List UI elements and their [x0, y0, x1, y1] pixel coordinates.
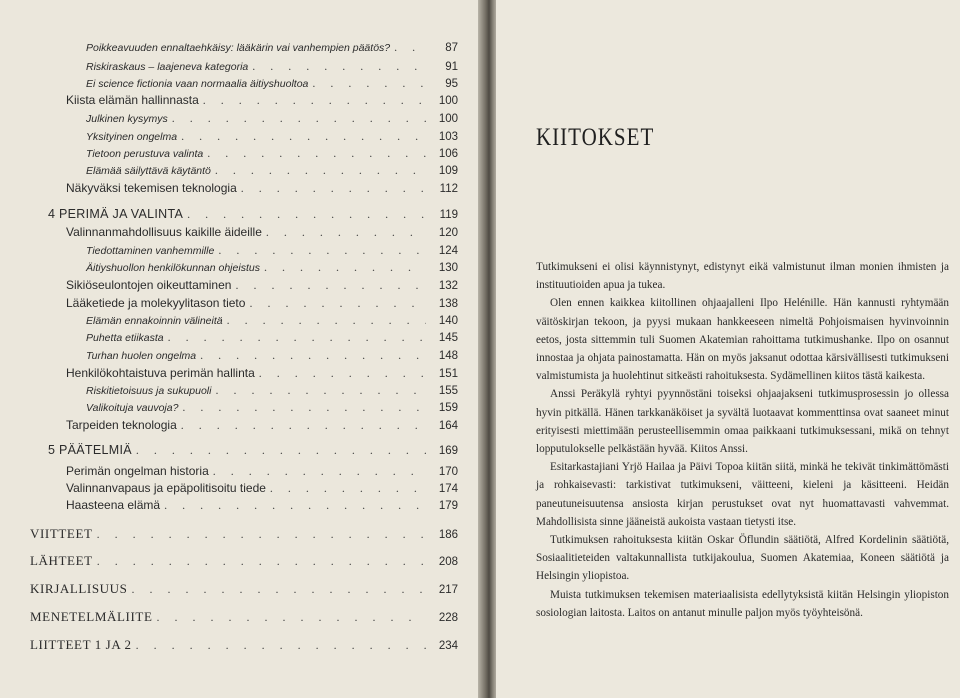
toc-leader-dots — [136, 443, 426, 458]
toc-entry-title: KIRJALLISUUS — [30, 581, 128, 596]
toc-entry-title: MENETELMÄLIITE — [30, 609, 153, 624]
paragraph: Tutkimukseni ei olisi käynnistynyt, edistynyt eikä valmistunut ilman monien ihmisten ja instituutioiden apua ja tukea. — [536, 261, 949, 292]
toc-entry — [48, 207, 458, 222]
toc-entry-title: Kiista elämän hallinnasta — [66, 93, 199, 107]
toc-page-number: 87 — [445, 42, 458, 54]
toc-leader-dots — [215, 383, 426, 398]
toc-leader-dots — [227, 313, 426, 328]
paragraph: Muista tutkimuksen tekemisen materiaalisista edellytyksistä kiitän Helsingin yliopiston sosiologian laitosta. Laitos on antanut minulle paljon myös työyhteisönä. — [536, 588, 949, 619]
toc-leader-dots — [182, 400, 426, 415]
toc-entry — [86, 129, 458, 144]
toc-entry-title: Ei science fictionia vaan normaalia äitiyshuoltoa — [86, 78, 309, 90]
toc-leader-dots — [270, 481, 426, 496]
toc-page-number: 140 — [438, 315, 458, 327]
toc-page-number: 124 — [438, 245, 458, 257]
toc-leader-dots — [213, 464, 426, 479]
toc-entry — [66, 498, 458, 513]
toc-page-number: 208 — [438, 556, 458, 568]
toc-entry-title: 4 PERIMÄ JA VALINTA — [48, 207, 184, 221]
toc-entry-title: Valinnanvapaus ja epäpolitisoitu tiede — [66, 481, 266, 495]
toc-entry — [86, 146, 458, 161]
toc-page-number: 155 — [438, 385, 458, 397]
toc-entry — [86, 348, 458, 363]
toc-entry-title: Yksityinen ongelma — [86, 131, 178, 143]
toc-entry — [30, 609, 458, 625]
toc-entry-title: Valikoituja vauvoja? — [86, 402, 179, 414]
toc-entry-title: Julkinen kysymys — [86, 113, 168, 125]
toc-entry-title: Poikkeavuuden ennaltaehkäisy: lääkärin vai vanhempien päätös? — [86, 42, 391, 54]
toc-page-number: 145 — [438, 332, 458, 344]
toc-leader-dots — [215, 163, 426, 178]
paragraph: Esitarkastajiani Yrjö Hailaa ja Päivi Topoa kiitän siitä, minkä he tekivät tinkimättömästi ja rohkaisevasti: tarkistivat tutkimukseni, väitteeni, kielenі ja käsitteeni. Heidän paneutuneisuutensa ansiosta kirjan perustukset ovat nyt huomattavasti vahvemmat. Mahdollisista sinne jääneistä aukoista vastaan tietysti itse. — [536, 461, 949, 528]
toc-entry-title: Haasteena elämä — [66, 498, 161, 512]
toc-entry — [66, 366, 458, 381]
toc-entry-title: LÄHTEET — [30, 553, 93, 568]
toc-entry — [66, 181, 458, 196]
toc-entry — [86, 163, 458, 178]
toc-leader-dots — [187, 207, 426, 222]
toc-leader-dots — [97, 554, 426, 569]
toc-entry-title: Riskiraskaus – laajeneva kategoria — [86, 61, 249, 73]
toc-entry — [86, 243, 458, 258]
toc-entry-title: Tietoon perustuva valinta — [86, 148, 204, 160]
toc-entry — [86, 313, 458, 328]
toc-leader-dots — [168, 330, 426, 345]
toc-entry-title: VIITTEET — [30, 526, 93, 541]
toc-page-number: 138 — [438, 298, 458, 310]
toc-entry — [30, 637, 458, 653]
toc-leader-dots — [264, 260, 426, 275]
toc-leader-dots — [200, 348, 426, 363]
toc-page-number: 228 — [438, 612, 458, 624]
toc-page-number: 164 — [438, 420, 458, 432]
toc-entry — [30, 581, 458, 597]
toc-entry-title: Sikiöseulontojen oikeuttaminen — [66, 278, 232, 292]
toc-entry — [86, 330, 458, 345]
toc-entry — [86, 59, 458, 74]
toc-entry — [66, 296, 458, 311]
toc-entry — [30, 526, 458, 542]
toc-entry-title: 5 PÄÄTELMIÄ — [48, 443, 132, 457]
toc-page-number: 186 — [438, 529, 458, 541]
toc-entry-title: Äitiyshuollon henkilökunnan ohjeistus — [86, 262, 260, 274]
toc-leader-dots — [394, 40, 426, 55]
toc-entry-title: Tiedottaminen vanhemmille — [86, 245, 215, 257]
toc-page-number: 91 — [445, 61, 458, 73]
toc-entry-title: Lääketiede ja molekyylitason tieto — [66, 296, 246, 310]
toc-page-number: 120 — [438, 227, 458, 239]
toc-leader-dots — [164, 498, 426, 513]
toc-page-number: 174 — [438, 483, 458, 495]
toc-entry — [86, 260, 458, 275]
toc-leader-dots — [249, 296, 426, 311]
toc-entry-title: Näkyväksi tekemisen teknologia — [66, 181, 237, 195]
toc-leader-dots — [252, 59, 426, 74]
paragraph: Anssi Peräkylä ryhtyi pyynnöstäni toiseksi ohjaajakseni tutkimusprosessin jo ollessa hyvin pitkällä. Hänen tarkkanäköiset ja syvältä luotaavat kommenttinsa ovat saaneet minut erityisesti miettimään perusteellisemmin omaa paikkaani tutkimuksessani, mikä on tehnyt lopputulokselle pelkästään hyvää. Kiitos Anssi. — [536, 388, 949, 456]
toc-leader-dots — [181, 129, 426, 144]
toc-entry-title: Henkilökohtaistuva perimän hallinta — [66, 366, 255, 380]
toc-entry — [86, 40, 458, 55]
toc-leader-dots — [259, 366, 426, 381]
toc-entry-title: Elämän ennakoinnin välineitä — [86, 315, 223, 327]
toc-entry — [86, 76, 458, 91]
toc-page-number: 130 — [438, 262, 458, 274]
toc-page-number: 109 — [438, 165, 458, 177]
toc-page-number: 179 — [438, 500, 458, 512]
toc-leader-dots — [312, 76, 426, 91]
toc-page-number: 159 — [438, 402, 458, 414]
toc-entry — [48, 443, 458, 458]
toc-leader-dots — [207, 146, 426, 161]
toc-entry — [66, 225, 458, 240]
toc-page-number: 103 — [438, 131, 458, 143]
toc-leader-dots — [235, 278, 426, 293]
paragraph: Tutkimuksen rahoituksesta kiitän Oskar Öflundin säätiötä, Alfred Kordelinin säätiötä, Sosiaalitieteiden valtakunnallista tutkijakoulua, Suomen Akatemiaa, Koneen säätiötä ja Helsingin yliopistoa. — [536, 534, 949, 583]
toc-entry-title: LIITTEET 1 JA 2 — [30, 637, 132, 652]
toc-page-number: 234 — [438, 640, 458, 652]
toc-entry-title: Perimän ongelman historia — [66, 464, 209, 478]
toc-entry — [66, 481, 458, 496]
book-gutter — [478, 0, 498, 698]
toc-page-number: 132 — [438, 280, 458, 292]
toc-entry — [86, 111, 458, 126]
toc-leader-dots — [136, 638, 426, 653]
toc-page-number: 169 — [438, 445, 458, 457]
toc-entry — [86, 383, 458, 398]
toc-leader-dots — [97, 527, 426, 542]
toc-page-number: 95 — [445, 78, 458, 90]
toc-entry — [66, 278, 458, 293]
paragraph: Olen ennen kaikkea kiitollinen ohjaajalleni Ilpo Helénille. Hän kannusti ryhtymään väitöskirjan tekoon, ja pyysi mukaan hankkeeseen nimeltä Pohjoismaisen hyvinvoinnin eetos, josta sittemmin tuli Suomen Akatemian rahoittama tutkimushanke. Ilpo on osannut innostaa ja ohjata painostamatta. Hän on myös jaksanut odottaa kärsivällisesti tutkimukseni valmistumista ja huolehtinut sitkeästi rahoituksesta. Sydämellinen kiitos tästä kaikesta. — [536, 297, 949, 383]
toc-page-number: 151 — [438, 368, 458, 380]
toc-entry — [66, 464, 458, 479]
toc-leader-dots — [181, 418, 426, 433]
toc-leader-dots — [131, 582, 426, 597]
toc-leader-dots — [172, 111, 426, 126]
toc-page-number: 106 — [438, 148, 458, 160]
toc-entry-title: Riskitietoisuus ja sukupuoli — [86, 385, 212, 397]
toc-entry — [86, 400, 458, 415]
toc-page-number: 100 — [438, 113, 458, 125]
toc-page-number: 217 — [438, 584, 458, 596]
toc-entry-title: Valinnanmahdollisuus kaikille äideille — [66, 225, 262, 239]
toc-entry-title: Elämää säilyttävä käytäntö — [86, 165, 211, 177]
right-page-acknowledgements — [496, 0, 960, 698]
toc-leader-dots — [241, 181, 426, 196]
toc-entry — [66, 93, 458, 108]
body-text — [536, 258, 949, 622]
page-title: KIITOKSET — [536, 122, 655, 151]
toc-entry-title: Tarpeiden teknologia — [66, 418, 177, 432]
toc-entry-title: Puhetta etiikasta — [86, 332, 164, 344]
toc-entry — [66, 418, 458, 433]
toc-leader-dots — [218, 243, 426, 258]
toc-entry-title: Turhan huolen ongelma — [86, 350, 197, 362]
toc-page-number: 170 — [438, 466, 458, 478]
toc-page-number: 100 — [438, 95, 458, 107]
toc-leader-dots — [156, 610, 426, 625]
toc-entry — [30, 553, 458, 569]
toc-page-number: 148 — [438, 350, 458, 362]
toc-leader-dots — [266, 225, 426, 240]
toc-page-number: 112 — [439, 183, 458, 195]
toc-leader-dots — [203, 93, 426, 108]
toc-page-number: 119 — [439, 209, 458, 221]
